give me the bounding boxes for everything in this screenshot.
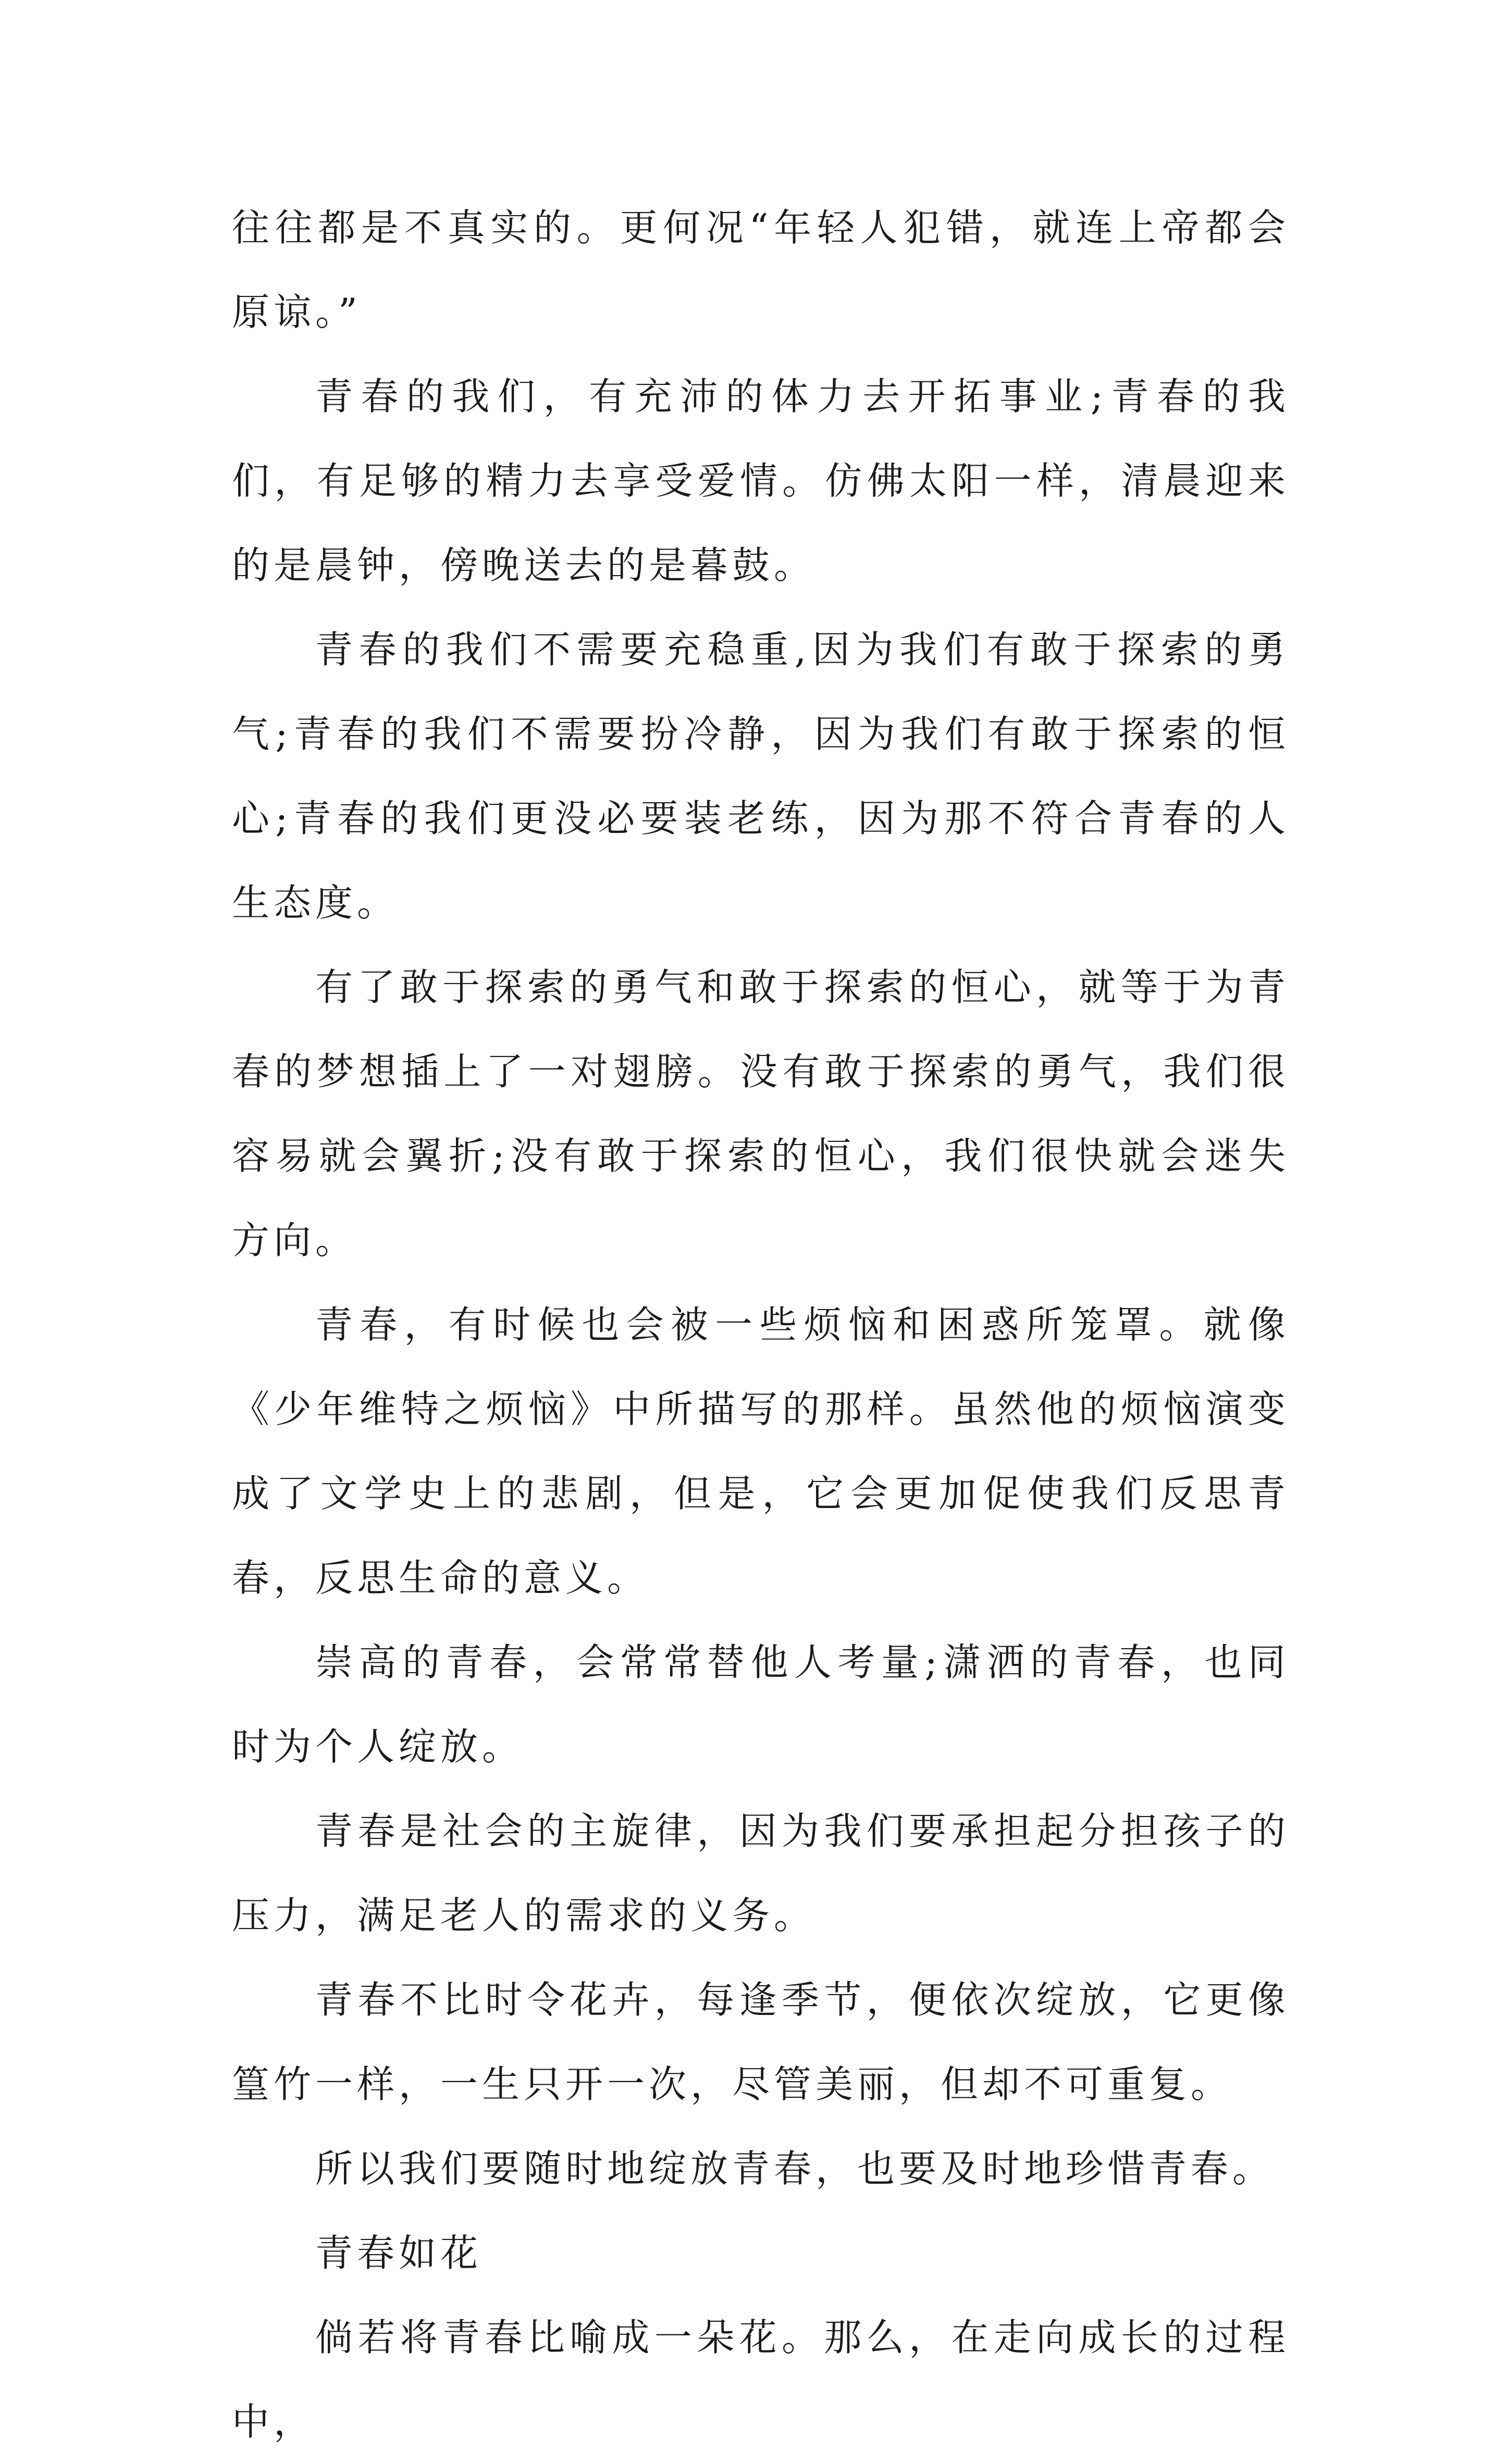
paragraph-8: 青春不比时令花卉，每逢季节，便依次绽放，它更像篁竹一样，一生只开一次，尽管美丽，但却不可重复。	[232, 1978, 1290, 2106]
body-text	[232, 185, 1290, 2464]
paragraph-6: 崇高的青春，会常常替他人考量;潇洒的青春，也同时为个人绽放。	[232, 1640, 1290, 1769]
paragraph-10: 倘若将青春比喻成一朵花。那么，在走向成长的过程中，	[232, 2316, 1290, 2444]
paragraph-9: 所以我们要随时地绽放青春，也要及时地珍惜青春。	[315, 2147, 1275, 2191]
paragraph-5: 青春，有时候也会被一些烦恼和困惑所笼罩。就像《少年维特之烦恼》中所描写的那样。虽然他的烦恼演变成了文学史上的悲剧，但是，它会更加促使我们反思青春，反思生命的意义。	[232, 1303, 1290, 1600]
paragraph-7: 青春是社会的主旋律，因为我们要承担起分担孩子的压力，满足老人的需求的义务。	[232, 1809, 1290, 1937]
paragraph-4: 有了敢于探索的勇气和敢于探索的恒心，就等于为青春的梦想插上了一对翅膀。没有敢于探索的勇气，我们很容易就会翼折;没有敢于探索的恒心，我们很快就会迷失方向。	[232, 965, 1290, 1262]
paragraph-2: 青春的我们，有充沛的体力去开拓事业;青春的我们，有足够的精力去享受爱情。仿佛太阳一样，清晨迎来的是晨钟，傍晚送去的是暮鼓。	[232, 375, 1290, 587]
paragraph-1: 往往都是不真实的。更何况“年轻人犯错，就连上帝都会原谅。”	[232, 206, 1290, 334]
paragraph-3: 青春的我们不需要充稳重,因为我们有敢于探索的勇气;青春的我们不需要扮冷静，因为我们有敢于探索的恒心;青春的我们更没必要装老练，因为那不符合青春的人生态度。	[232, 628, 1290, 925]
section-heading: 青春如花	[315, 2231, 483, 2275]
